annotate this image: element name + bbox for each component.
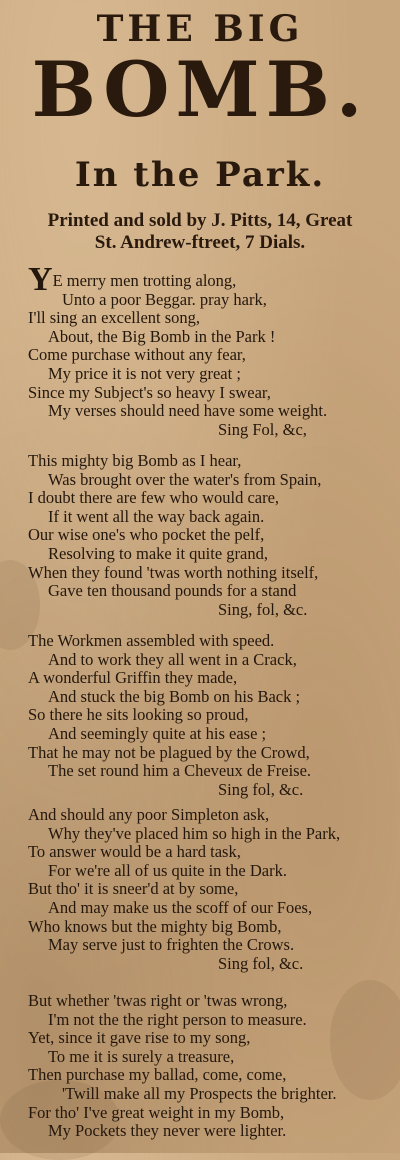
- verse-line: A wonderful Griffin they made,: [28, 668, 238, 688]
- verse-line: So there he sits looking so proud,: [28, 705, 249, 725]
- chorus-line: Sing, fol, &c.: [218, 599, 308, 619]
- verse-line: Then purchase my ballad, come, come,: [28, 1065, 287, 1085]
- title-line-3: In the Park.: [74, 155, 326, 195]
- verse-line: My Pockets they never were lighter.: [48, 1121, 287, 1141]
- verse-line: I'll sing an excellent song,: [28, 308, 201, 328]
- verse-line: To me it is surely a treasure,: [48, 1046, 235, 1066]
- stanza-5: [28, 992, 388, 1141]
- verse-line: But tho' it is sneer'd at by some,: [28, 879, 239, 899]
- drop-cap: Y: [28, 261, 53, 298]
- stanza-4: [28, 806, 388, 973]
- verse-line: Who knows but the mighty big Bomb,: [28, 916, 282, 936]
- verse-line: YE merry men trotting along,: [28, 261, 237, 298]
- verse-line: And may make us the scoff of our Foes,: [48, 897, 313, 917]
- verse-line: And to work they all went in a Crack,: [48, 649, 297, 669]
- verse-line: Yet, since it gave rise to my song,: [28, 1028, 251, 1048]
- verse-line: Gave ten thousand pounds for a stand: [48, 581, 297, 601]
- verse-line: The set round him a Cheveux de Freise.: [48, 761, 312, 781]
- verse-line: But whether 'twas right or 'twas wrong,: [28, 991, 288, 1010]
- verse-line: This mighty big Bomb as I hear,: [28, 451, 242, 470]
- imprint-line-1: Printed and sold by J. Pitts, 14, Great: [47, 210, 353, 231]
- title-line-2: BOMB.: [31, 45, 369, 134]
- verse-line: The Workmen assembled with speed.: [28, 631, 275, 650]
- verse-line: For we're all of us quite in the Dark.: [48, 860, 287, 880]
- chorus-line: Sing fol, &c.: [218, 953, 304, 973]
- verse-line: I doubt there are few who would care,: [28, 488, 280, 508]
- chorus-line: Sing fol, &c.: [218, 779, 304, 799]
- imprint-line-2: St. Andrew-ftreet, 7 Dials.: [94, 232, 306, 253]
- title-line-1: THE BIG: [96, 8, 304, 50]
- verse-line: And should any poor Simpleton ask,: [28, 805, 270, 824]
- verse-line: May serve just to frighten the Crows.: [48, 935, 295, 955]
- verse-line: Why they've placed him so high in the Park,: [48, 823, 341, 843]
- verse-line: About, the Big Bomb in the Park !: [48, 326, 276, 346]
- verse-line: Our wise one's who pocket the pelf,: [28, 525, 265, 545]
- verse-line: Come purchase without any fear,: [28, 345, 246, 365]
- verse-line: My verses should need have some weight.: [48, 401, 328, 421]
- chorus-line: Sing Fol, &c,: [218, 419, 307, 439]
- stanza-1: [28, 261, 388, 439]
- stanza-3: [28, 632, 388, 799]
- verse-line: Resolving to make it quite grand,: [48, 543, 268, 563]
- verse-line: I'm not the the right person to measure.: [48, 1009, 307, 1029]
- verse-line: That he may not be plagued by the Crowd,: [28, 742, 310, 762]
- verse-line: And stuck the big Bomb on his Back ;: [48, 686, 301, 706]
- verse-line: Unto a poor Beggar. pray hark,: [62, 289, 267, 309]
- printer-imprint: [0, 210, 400, 254]
- verse-line: To answer would be a hard task,: [28, 842, 241, 862]
- verse-line: If it went all the way back again.: [48, 506, 265, 526]
- verse-line: My price it is not very great ;: [48, 363, 241, 383]
- verse-line: 'Twill make all my Prospects the brighter.: [62, 1083, 337, 1103]
- verse-line: Was brought over the water's from Spain,: [48, 469, 322, 489]
- verse-line: For tho' I've great weight in my Bomb,: [28, 1102, 285, 1122]
- verse-line: When they found 'twas worth nothing itself,: [28, 562, 319, 582]
- stanza-2: [28, 452, 388, 619]
- verse-line: Since my Subject's so heavy I swear,: [28, 382, 271, 402]
- verse-line: And seemingly quite at his ease ;: [48, 723, 267, 743]
